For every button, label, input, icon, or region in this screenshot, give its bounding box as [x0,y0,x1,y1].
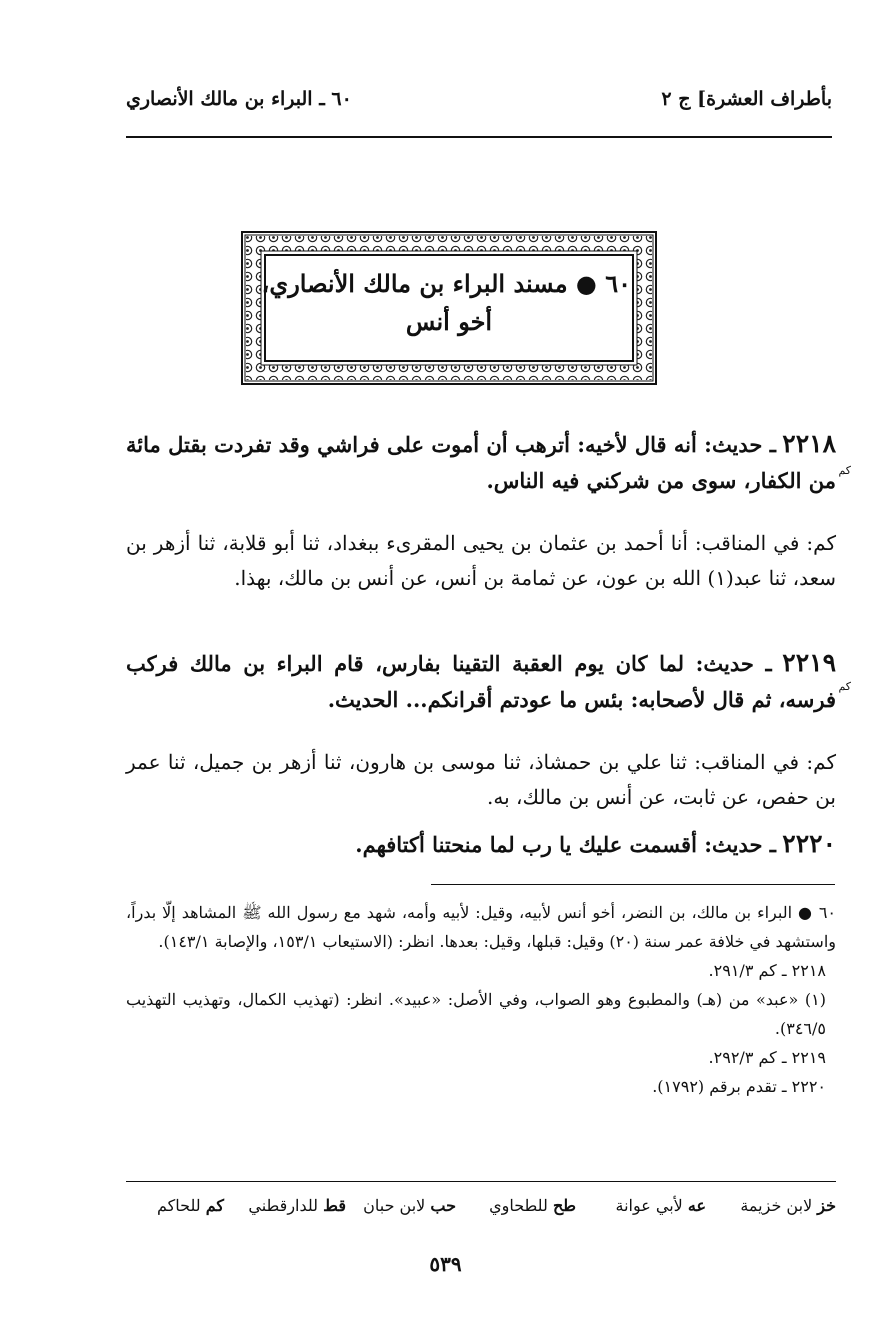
hadith-text: ـ حديث: أقسمت عليك يا رب لما منحتنا أكتافهم. [355,832,776,857]
footnote-2220: ٢٢٢٠ ـ تقدم برقم (١٧٩٢). [652,1077,826,1096]
abbreviations-key [126,1196,836,1226]
hadith-number: ٢٢١٨ [782,429,836,458]
musnad-title [261,257,631,359]
abbreviations-divider [126,1181,836,1182]
header-divider [126,136,832,138]
abbreviation-item: خز لابن خزيمة [740,1196,836,1215]
footnote-2218: ٢٢١٨ ـ كم ٢٩١/٣. [708,961,826,980]
kam-siglum: كم [838,464,851,477]
abbreviation-item: كم للحاكم [157,1196,224,1215]
entry-2219 [126,645,836,718]
entry-2218 [126,426,836,499]
title-ornament-frame [241,231,657,385]
entry-2220 [126,826,836,863]
entry-2219-source: كم: في المناقب: ثنا علي بن حمشاذ، ثنا موسى بن هارون، ثنا أزهر بن جميل، ثنا عمر بن حفص، عن ثابت، عن أنس بن مالك، به. [126,750,836,809]
footnote-divider [431,884,835,885]
hadith-text: ـ حديث: أنه قال لأخيه: أترهب أن أموت على فراشي وقد تفردت بقتل مائة من الكفار، سوى من شركني فيه الناس. [126,432,836,493]
header-book-title: بأطراف العشرة] ج ٢ [661,88,832,110]
footnotes [126,898,836,1101]
page-number: ٥٣٩ [429,1252,462,1276]
footnote-biography: ٦٠ ● البراء بن مالك، بن النضر، أخو أنس لأبيه، وقيل: لأبيه وأمه، شهد مع رسول الله ﷺ المشاهد إلّا بدراً، واستشهد في خلافة عمر سنة (٢٠) وقيل: قبلها، وقيل: بعدها. انظر: (الاستيعاب ١٥٣/١، والإصابة ١٤٣/١). [126,903,836,951]
footnote-2219: ٢٢١٩ ـ كم ٢٩٢/٣. [708,1048,826,1067]
musnad-title-line-2: أخو أنس [405,307,493,336]
abbreviation-item: قط للدارقطني [248,1196,346,1215]
kam-siglum: كم [838,680,851,693]
abbreviation-item: طح للطحاوي [489,1196,576,1215]
abbreviation-item: عه لأبي عوانة [615,1196,706,1215]
entry-2218-source: كم: في المناقب: أنا أحمد بن عثمان بن يحيى المقرىء ببغداد، ثنا أبو قلابة، ثنا أزهر بن سعد، ثنا عبد(١) الله بن عون، عن ثمامة بن أنس، عن أنس بن مالك، بهذا. [126,531,836,590]
header-chapter-title: ٦٠ ـ البراء بن مالك الأنصاري [126,88,352,110]
hadith-number: ٢٢١٩ [782,648,837,677]
hadith-text: ـ حديث: لما كان يوم العقبة التقينا بفارس، قام البراء بن مالك فركب فرسه، ثم قال لأصحابه: بئس ما عودتم أقرانكم... الحديث. [126,651,836,712]
footnote-1: (١) «عبد» من (هـ) والمطبوع وهو الصواب، وفي الأصل: «عبيد». انظر: (تهذيب الكمال، وتهذيب التهذيب ٣٤٦/٥). [126,990,826,1038]
running-header [126,88,832,122]
abbreviation-item: حب لابن حبان [363,1196,456,1215]
musnad-title-line-1: ٦٠ ● مسند البراء بن مالك الأنصاري، [261,269,631,298]
hadith-number: ٢٢٢٠ [782,829,836,858]
